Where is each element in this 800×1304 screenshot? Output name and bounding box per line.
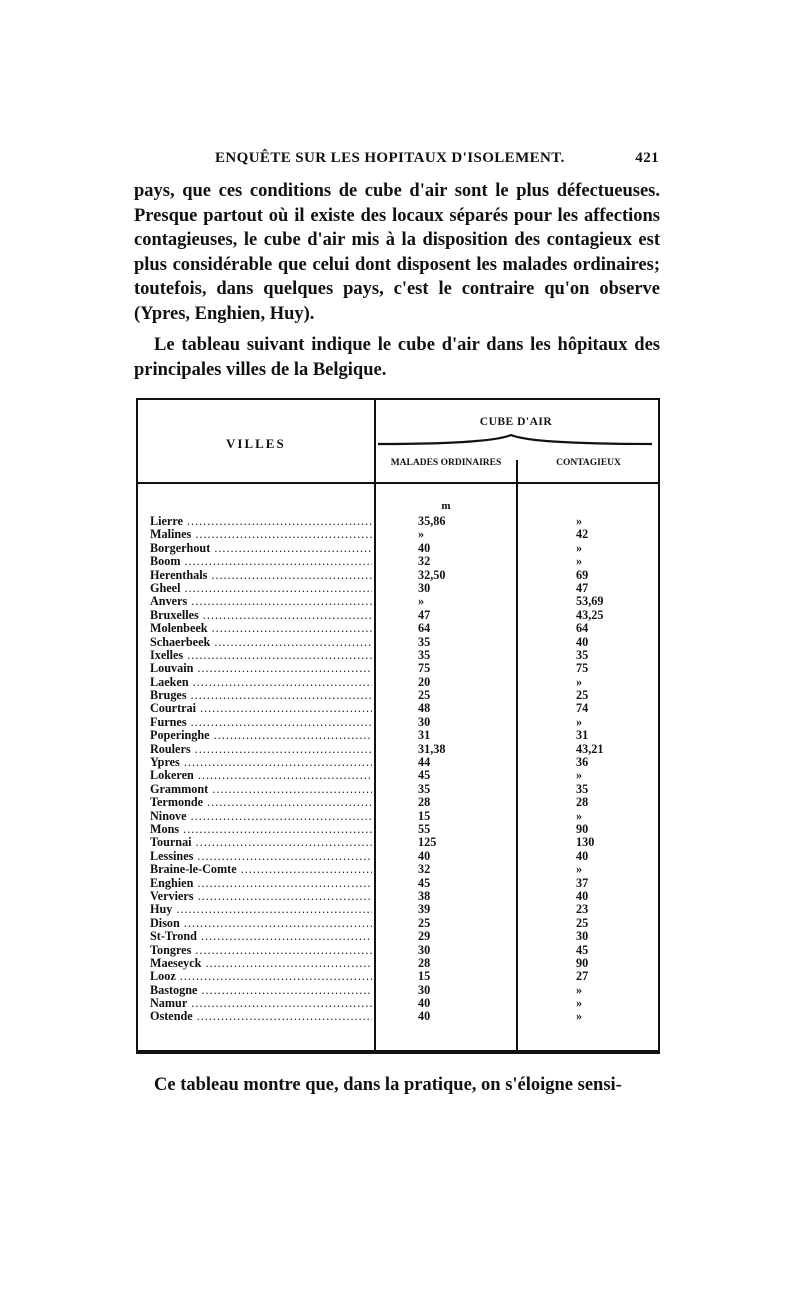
table-row <box>150 649 660 662</box>
city-name: Laeken ..... <box>150 676 372 689</box>
table-body <box>150 515 660 1024</box>
table-row <box>150 930 660 943</box>
contagious-volume: » <box>576 808 583 823</box>
table-row <box>150 836 660 849</box>
contagious-volume: » <box>576 540 583 555</box>
ordinary-volume: 32 <box>418 554 431 569</box>
table-row <box>150 810 660 823</box>
city-name: Bruges ..... <box>150 689 372 702</box>
city-name: Enghien ..... <box>150 877 372 890</box>
paragraph-3: Ce tableau montre que, dans la pratique, on s'éloigne sensi- <box>154 1075 622 1095</box>
ordinary-volume: 15 <box>418 808 431 823</box>
ordinary-volume: 29 <box>418 929 431 944</box>
contagious-volume: 75 <box>576 661 589 676</box>
table-row <box>150 609 660 622</box>
table-row <box>150 970 660 983</box>
contagious-volume: 74 <box>576 701 589 716</box>
ordinary-volume: 45 <box>418 768 431 783</box>
city-name: Maeseyck ..... <box>150 957 372 970</box>
ordinary-volume: 30 <box>418 580 431 595</box>
table-row <box>150 783 660 796</box>
ordinary-volume: 40 <box>418 848 431 863</box>
contagious-volume: 90 <box>576 955 589 970</box>
table-row <box>150 823 660 836</box>
city-name: Tongres ..... <box>150 944 372 957</box>
city-name: Roulers ..... <box>150 743 372 756</box>
table-row <box>150 622 660 635</box>
ordinary-volume: 31 <box>418 728 431 743</box>
contagious-volume: » <box>576 714 583 729</box>
contagious-volume: » <box>576 1009 583 1024</box>
table-row <box>150 850 660 863</box>
table-row <box>150 676 660 689</box>
city-name: Courtrai ..... <box>150 702 372 715</box>
contagious-volume: 43,25 <box>576 607 604 622</box>
table-row <box>150 702 660 715</box>
ordinary-volume: 30 <box>418 714 431 729</box>
table-row <box>150 769 660 782</box>
city-name: Louvain ..... <box>150 662 372 675</box>
contagious-volume: 30 <box>576 929 589 944</box>
contagious-volume: 23 <box>576 902 589 917</box>
city-name: Boom ..... <box>150 555 372 568</box>
city-name: Schaerbeek ..... <box>150 636 372 649</box>
city-name: St-Trond ..... <box>150 930 372 943</box>
contagious-volume: » <box>576 982 583 997</box>
ordinary-volume: 48 <box>418 701 431 716</box>
city-name: Lokeren ..... <box>150 769 372 782</box>
city-name: Bruxelles ..... <box>150 609 372 622</box>
contagious-volume: » <box>576 554 583 569</box>
city-name: Ostende ..... <box>150 1010 372 1023</box>
city-name: Braine-le-Comte ..... <box>150 863 372 876</box>
ordinary-volume: 28 <box>418 795 431 810</box>
ordinary-volume: 55 <box>418 821 431 836</box>
table-row <box>150 528 660 541</box>
column-header-villes: VILLES <box>226 436 286 451</box>
city-name: Huy ..... <box>150 903 372 916</box>
contagious-volume: » <box>576 862 583 877</box>
ordinary-volume: 38 <box>418 888 431 903</box>
city-name: Looz ..... <box>150 970 372 983</box>
city-name: Mons ..... <box>150 823 372 836</box>
ordinary-volume: 40 <box>418 1009 431 1024</box>
city-name: Borgerhout ..... <box>150 542 372 555</box>
city-name: Herenthals ..... <box>150 569 372 582</box>
contagious-volume: 130 <box>576 835 595 850</box>
table-row <box>150 863 660 876</box>
contagious-volume: 43,21 <box>576 741 604 756</box>
table-row <box>150 716 660 729</box>
group-header-cube-dair: CUBE D'AIR <box>479 416 553 428</box>
table-row <box>150 756 660 769</box>
table-row <box>150 877 660 890</box>
contagious-volume: 28 <box>576 795 589 810</box>
contagious-volume: » <box>576 674 583 689</box>
table-row <box>150 595 660 608</box>
contagious-volume: 27 <box>576 969 589 984</box>
table-row <box>150 542 660 555</box>
city-name: Lierre ..... <box>150 515 372 528</box>
ordinary-volume: 35 <box>418 647 431 662</box>
contagious-volume: » <box>576 768 583 783</box>
running-title: ENQUÊTE SUR LES HOPITAUX D'ISOLEMENT. <box>215 150 565 166</box>
city-name: Dison ..... <box>150 917 372 930</box>
table-row <box>150 917 660 930</box>
contagious-volume: 37 <box>576 875 589 890</box>
ordinary-volume: 125 <box>418 835 437 850</box>
table-row <box>150 890 660 903</box>
table-row <box>150 743 660 756</box>
contagious-volume: 40 <box>576 848 589 863</box>
city-name: Grammont ..... <box>150 783 372 796</box>
ordinary-volume: 25 <box>418 915 431 930</box>
ordinary-volume: 30 <box>418 982 431 997</box>
table-row <box>150 569 660 582</box>
air-volume-table <box>136 398 660 1054</box>
contagious-volume: 90 <box>576 821 589 836</box>
city-name: Verviers ..... <box>150 890 372 903</box>
ordinary-volume: 30 <box>418 942 431 957</box>
city-name: Lessines ..... <box>150 850 372 863</box>
city-name: Anvers ..... <box>150 595 372 608</box>
brace-icon <box>376 434 654 446</box>
contagious-volume: » <box>576 996 583 1011</box>
page-number: 421 <box>635 150 659 166</box>
column-header-contagieux: CONTAGIEUX <box>556 458 621 468</box>
contagious-volume: 36 <box>576 755 589 770</box>
table-row <box>150 796 660 809</box>
ordinary-volume: 35,86 <box>418 514 446 528</box>
ordinary-volume: 40 <box>418 540 431 555</box>
column-header-malades-ordinaires: MALADES ORDINAIRES <box>390 458 502 468</box>
city-name: Furnes ..... <box>150 716 372 729</box>
table-row <box>150 957 660 970</box>
ordinary-volume: 20 <box>418 674 431 689</box>
ordinary-volume: » <box>418 527 425 542</box>
ordinary-volume: 45 <box>418 875 431 890</box>
city-name: Namur ..... <box>150 997 372 1010</box>
city-name: Termonde ..... <box>150 796 372 809</box>
table-row <box>150 555 660 568</box>
city-name: Malines ..... <box>150 528 372 541</box>
ordinary-volume: 39 <box>418 902 431 917</box>
table-row <box>150 1010 660 1023</box>
table-row <box>150 984 660 997</box>
contagious-volume: » <box>576 514 583 528</box>
ordinary-volume: 47 <box>418 607 431 622</box>
city-name: Poperinghe ..... <box>150 729 372 742</box>
city-name: Ninove ..... <box>150 810 372 823</box>
city-name: Ypres ..... <box>150 756 372 769</box>
contagious-volume: 69 <box>576 567 589 582</box>
ordinary-volume: 35 <box>418 781 431 796</box>
table-row <box>150 662 660 675</box>
table-row <box>150 636 660 649</box>
table-row <box>150 944 660 957</box>
ordinary-volume: 25 <box>418 688 431 703</box>
contagious-volume: 53,69 <box>576 594 604 609</box>
contagious-volume: 45 <box>576 942 589 957</box>
city-name: Bastogne ..... <box>150 984 372 997</box>
ordinary-volume: 40 <box>418 996 431 1011</box>
ordinary-volume: 64 <box>418 621 431 636</box>
ordinary-volume: 44 <box>418 755 431 770</box>
contagious-volume: 31 <box>576 728 589 743</box>
city-name: Tournai ..... <box>150 836 372 849</box>
contagious-volume: 40 <box>576 888 589 903</box>
table-row <box>150 729 660 742</box>
ordinary-volume: 75 <box>418 661 431 676</box>
table-row <box>150 903 660 916</box>
city-name: Gheel ..... <box>150 582 372 595</box>
unit-label: m <box>441 500 451 512</box>
ordinary-volume: 35 <box>418 634 431 649</box>
contagious-volume: 42 <box>576 527 589 542</box>
ordinary-volume: 32 <box>418 862 431 877</box>
ordinary-volume: 15 <box>418 969 431 984</box>
contagious-volume: 35 <box>576 781 589 796</box>
contagious-volume: 25 <box>576 688 589 703</box>
contagious-volume: 47 <box>576 580 589 595</box>
contagious-volume: 64 <box>576 621 589 636</box>
ordinary-volume: » <box>418 594 425 609</box>
city-name: Ixelles ..... <box>150 649 372 662</box>
table-row <box>150 582 660 595</box>
contagious-volume: 40 <box>576 634 589 649</box>
table-row <box>150 515 660 528</box>
paragraph-2: Le tableau suivant indique le cube d'air dans les hôpitaux des principales villes de la Belgique. <box>134 335 660 380</box>
header-rule <box>138 482 658 484</box>
ordinary-volume: 31,38 <box>418 741 446 756</box>
contagious-volume: 25 <box>576 915 589 930</box>
table-row <box>150 689 660 702</box>
ordinary-volume: 32,50 <box>418 567 446 582</box>
contagious-volume: 35 <box>576 647 589 662</box>
ordinary-volume: 28 <box>418 955 431 970</box>
table-row <box>150 997 660 1010</box>
city-name: Molenbeek ..... <box>150 622 372 635</box>
paragraph-1: pays, que ces conditions de cube d'air sont le plus défectueuses. Presque partout où il existe des locaux séparés pour les affections contagieuses, le cube d'air mis à la disposition des contagieux est plus considérable que celui dont disposent les malades ordinaires; toutefois, dans quelques pays, c'est le contraire qu'on observe (Ypres, Enghien, Huy). <box>134 181 660 324</box>
